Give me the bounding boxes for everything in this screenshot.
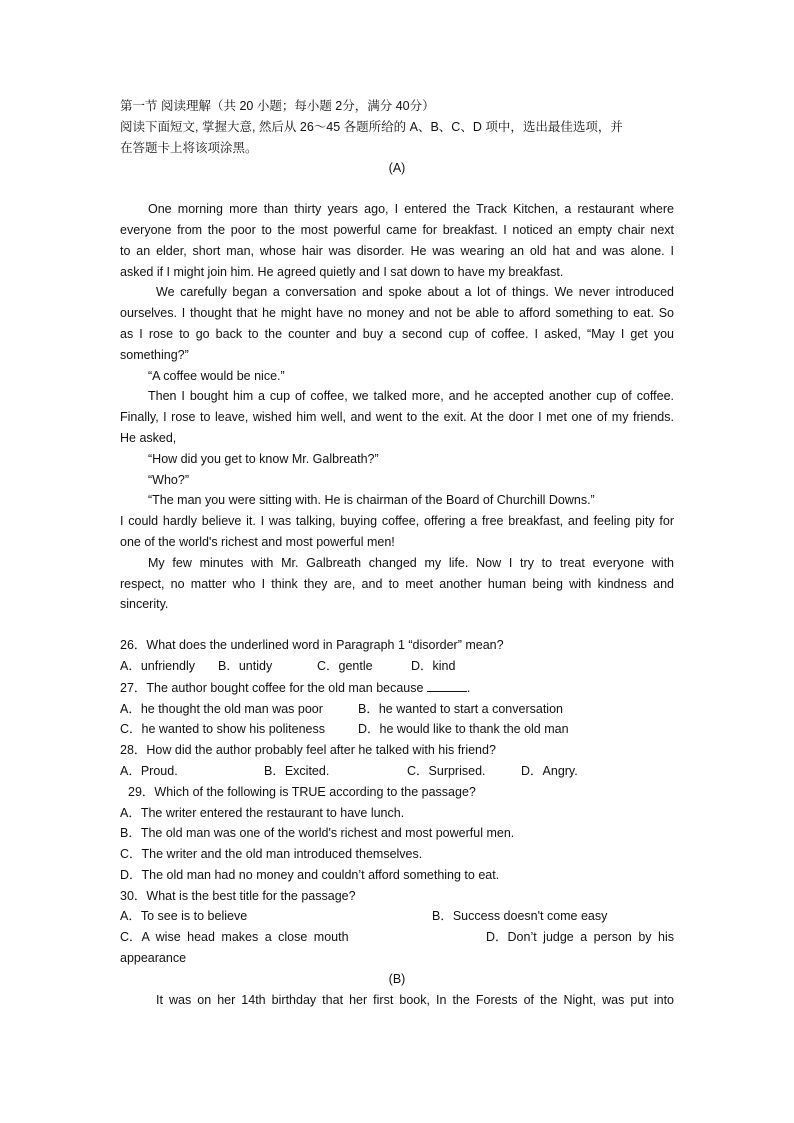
paragraph xyxy=(120,553,674,615)
passage-label: (A) xyxy=(388,161,406,176)
text-line: sincerity. xyxy=(120,597,169,612)
option-d[interactable]: D．kind xyxy=(411,658,456,673)
section-heading: 第一节 阅读理解（共 20 小题；每小题 2分，满分 40分） xyxy=(120,99,435,113)
option-d[interactable]: D．Don’t judge a person by his xyxy=(485,930,674,945)
text-line: Then I bought him a cup of coffee, we talked more, and he accepted another cup of coffee. xyxy=(148,389,674,404)
option-c[interactable]: C．The writer and the old man introduced themselves. xyxy=(120,847,423,862)
question-stem: 28．How did the author probably feel after he talked with his friend? xyxy=(120,743,496,758)
question-options xyxy=(120,656,674,677)
text-line: One morning more than thirty years ago, I entered the Track Kitchen, a restaurant where xyxy=(148,202,674,217)
option-d-continued: appearance xyxy=(120,951,187,966)
option-a[interactable]: A．he thought the old man was poor xyxy=(120,701,323,716)
option-b[interactable]: B．he wanted to start a conversation xyxy=(358,701,563,716)
dialogue-line: “Who?” xyxy=(148,472,189,487)
option-c[interactable]: C．gentle xyxy=(317,658,373,673)
text-line: asked if I might join him. He agreed quietly and I sat down to have my breakfast. xyxy=(120,264,564,279)
option-b[interactable]: B．Success doesn't come easy xyxy=(432,909,608,924)
exam-page xyxy=(120,96,674,1010)
option-b[interactable]: B．untidy xyxy=(218,658,273,673)
answer-blank xyxy=(427,677,467,692)
question-options xyxy=(120,927,674,948)
text-line: My few minutes with Mr. Galbreath changed my life. Now I try to treat everyone with xyxy=(148,555,674,570)
text-line: It was on her 14th birthday that her first book, In the Forests of the Night, was put into xyxy=(156,992,674,1007)
paragraph xyxy=(120,511,674,553)
passage-label: (B) xyxy=(388,971,406,986)
option-a[interactable]: A．The writer entered the restaurant to have lunch. xyxy=(120,805,405,820)
text-line: Finally, I rose to leave, wished him well, and went to the exit. At the door I met one of my friends. xyxy=(120,410,674,425)
question-stem: 29．Which of the following is TRUE according to the passage? xyxy=(128,784,476,799)
option-d[interactable]: D．The old man had no money and couldn’t afford something to eat. xyxy=(120,867,500,882)
option-c[interactable]: C．he wanted to show his politeness xyxy=(120,722,325,737)
dialogue-line: “A coffee would be nice.” xyxy=(148,368,285,383)
option-d[interactable]: D．Angry. xyxy=(521,763,578,778)
text-line: We carefully began a conversation and spoke about a lot of things. We never introduced xyxy=(156,285,674,300)
dialogue-line: “How did you get to know Mr. Galbreath?” xyxy=(148,451,379,466)
paragraph xyxy=(120,199,674,282)
paragraph xyxy=(120,386,674,448)
question-options xyxy=(120,719,674,740)
text-line: He asked, xyxy=(120,430,177,445)
question-options xyxy=(120,699,674,720)
question-options xyxy=(120,761,674,782)
text-line: something?” xyxy=(120,347,189,362)
question-stem: 26．What does the underlined word in Paragraph 1 “disorder” mean? xyxy=(120,638,504,653)
text-line: to an elder, short man, whose hair was disorder. He was wearing an old hat and was alone. I xyxy=(120,243,674,258)
text-line: ourselves. I thought that he might have no money and not be able to afford something to eat. So xyxy=(120,306,674,321)
text-line: respect, no matter who I think they are, and to meet another human being with kindness and xyxy=(120,576,674,591)
text-line: one of the world's richest and most powerful men! xyxy=(120,534,395,549)
option-a[interactable]: A．unfriendly xyxy=(120,658,196,673)
option-a[interactable]: A．Proud. xyxy=(120,763,178,778)
option-c[interactable]: C．Surprised. xyxy=(407,763,486,778)
text-line: I could hardly believe it. I was talking, buying coffee, offering a free breakfast, and feeling pity for xyxy=(120,514,674,529)
text-line: everyone from the poor to the most powerful came for breakfast. I noticed an empty chair next xyxy=(120,222,674,237)
dialogue-line: “The man you were sitting with. He is chairman of the Board of Churchill Downs.” xyxy=(148,493,595,508)
question-stem: 30．What is the best title for the passage? xyxy=(120,888,356,903)
text-line: as I rose to go back to the counter and buy a second cup of coffee. I asked, “May I get you xyxy=(120,326,674,341)
instruction-line: 在答题卡上将该项涂黑。 xyxy=(120,140,258,155)
instruction-line: 阅读下面短文, 掌握大意, 然后从 26～45 各题所给的 A、B、C、D 项中，选出最佳选项，并 xyxy=(120,119,623,134)
option-c[interactable]: C．A wise head makes a close mouth xyxy=(120,930,349,945)
option-b[interactable]: B．The old man was one of the world's richest and most powerful men. xyxy=(120,826,515,841)
question-stem-text: 27．The author bought coffee for the old man because xyxy=(120,680,427,695)
question-options xyxy=(120,906,674,927)
option-a[interactable]: A．To see is to believe xyxy=(120,909,248,924)
option-b[interactable]: B．Excited. xyxy=(264,763,330,778)
paragraph xyxy=(120,282,674,365)
question-stem-end: . xyxy=(466,680,471,695)
option-d[interactable]: D．he would like to thank the old man xyxy=(358,722,569,737)
question-stem xyxy=(120,677,674,699)
